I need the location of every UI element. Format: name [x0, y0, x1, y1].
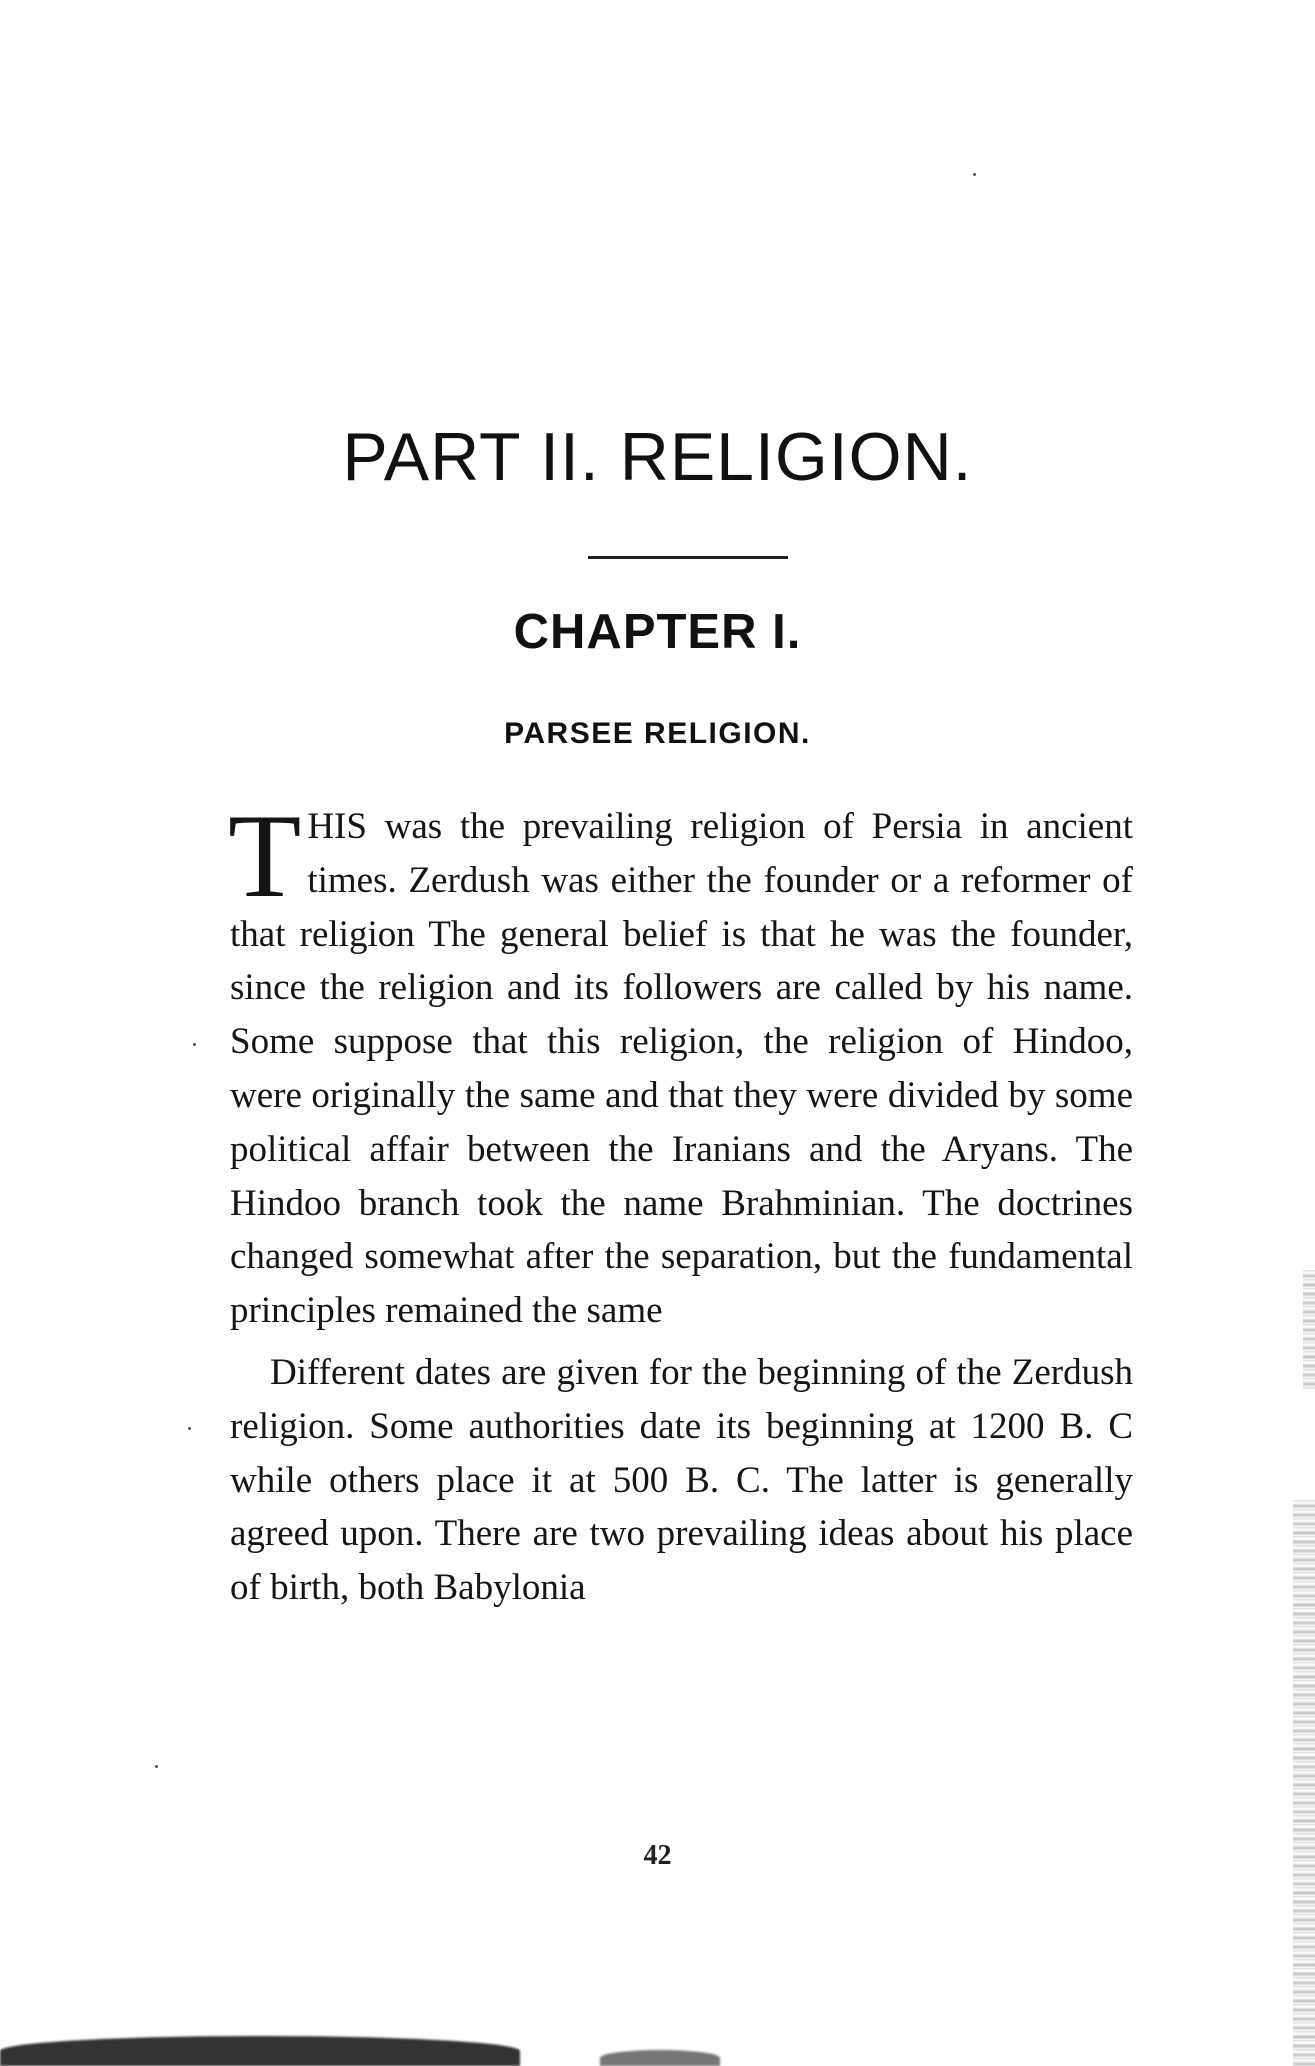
scan-speck — [973, 173, 976, 176]
scan-edge-shadow-mid — [600, 2050, 720, 2066]
paragraph-1: THIS was the prevailing religion of Persia in ancient times. Zerdush was either the founder or a reformer of that religion The general belief is that he was the founder, since the religion and its followers are called by his name. Some suppose that this religion, the religion of Hindoo, were originally the same and that they were divided by some political affair between the Iranians and the Aryans. The Hindoo branch took the name Brahminian. The doctrines changed somewhat after the separation, but the fundamental principles remained the same — [228, 789, 1133, 1332]
chapter-heading: CHAPTER I. — [513, 605, 802, 659]
scan-edge-shadow-right-upper — [1303, 1270, 1315, 1390]
body-text — [228, 789, 1133, 1615]
page-number: 42 — [643, 1840, 672, 1871]
scan-speck — [193, 1043, 196, 1046]
scan-edge-shadow-left — [0, 2036, 520, 2066]
scan-speck — [188, 1427, 191, 1430]
scan-edge-shadow-right — [1293, 1500, 1315, 2066]
scan-speck — [155, 1765, 158, 1768]
section-subheading: PARSEE RELIGION. — [504, 717, 811, 750]
part-title: PART II. RELIGION. — [342, 419, 973, 495]
title-rule — [588, 556, 788, 559]
paragraph-2: Different dates are given for the beginning of the Zerdush religion. Some authorities date its beginning at 1200 B. C while others place it at 500 B. C. The latter is generally agreed upon. There are two prevailing ideas about his place of birth, both Babylonia — [230, 1351, 1133, 1609]
